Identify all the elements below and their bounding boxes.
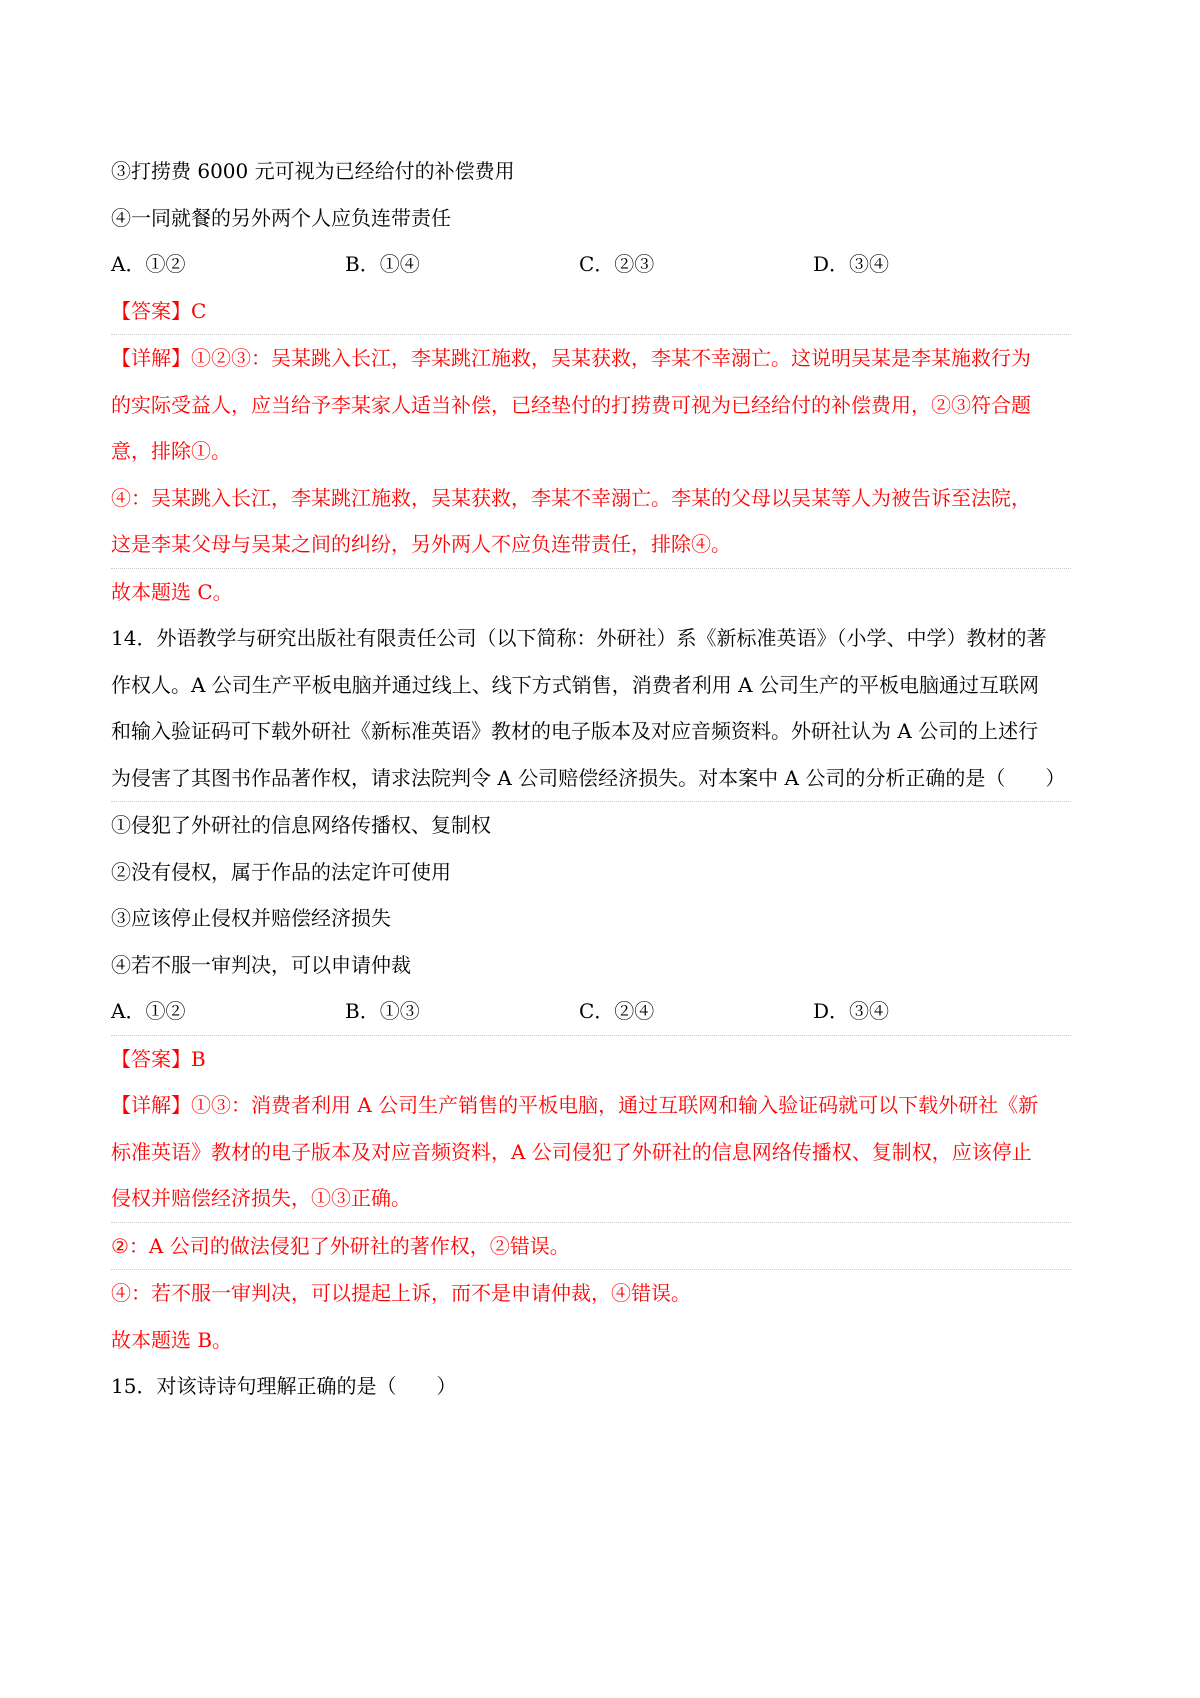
q13-explanation-line-3: 意，排除①。: [111, 439, 231, 463]
q13-choice-d: D．③④: [813, 252, 890, 276]
q13-choice-b: B．①④: [345, 252, 420, 276]
q14-explanation-line-4: ②：A 公司的做法侵犯了外研社的著作权，②错误。: [111, 1223, 1071, 1271]
q14-explanation-line-3: 侵权并赔偿经济损失，①③正确。: [111, 1175, 1071, 1223]
q14-stem-line-1: 14．外语教学与研究出版社有限责任公司（以下简称：外研社）系《新标准英语》（小学、中学）教材的著: [111, 626, 1047, 650]
q13-option-3: ③打捞费 6000 元可视为已经给付的补偿费用: [111, 159, 515, 183]
q14-choice-a: A．①②: [111, 999, 186, 1023]
q13-explanation-line-5: 这是李某父母与吴某之间的纠纷，另外两人不应负连带责任，排除④。: [111, 521, 1071, 569]
q14-option-3: ③应该停止侵权并赔偿经济损失: [111, 906, 391, 930]
q13-conclusion: 故本题选 C。: [111, 579, 233, 604]
q14-option-1: ①侵犯了外研社的信息网络传播权、复制权: [111, 813, 491, 837]
q14-stem-line-3: 和输入验证码可下载外研社《新标准英语》教材的电子版本及对应音频资料。外研社认为 A 公司的上述行: [111, 719, 1039, 743]
q14-stem-line-2: 作权人。A 公司生产平板电脑并通过线上、线下方式销售，消费者利用 A 公司生产的平板电脑通过互联网: [111, 672, 1039, 697]
q14-choices: [111, 988, 1071, 1036]
q14-answer: 【答案】B: [111, 1046, 206, 1071]
q14-option-2: ②没有侵权，属于作品的法定许可使用: [111, 859, 451, 884]
document-page: [111, 148, 1071, 1410]
q13-choice-a: A．①②: [111, 252, 186, 276]
q15-stem: 15．对该诗诗句理解正确的是（ ）: [111, 1374, 457, 1398]
q13-answer: 【答案】C: [111, 288, 1071, 336]
q14-choice-c: C．②④: [579, 999, 655, 1023]
q13-choice-c: C．②③: [579, 252, 655, 276]
q14-choice-b: B．①③: [345, 999, 420, 1023]
q14-explanation-line-1: 【详解】①③：消费者利用 A 公司生产销售的平板电脑，通过互联网和输入验证码就可以下载外研社《新: [111, 1093, 1039, 1117]
q14-conclusion: 故本题选 B。: [111, 1327, 233, 1352]
q14-choice-d: D．③④: [813, 999, 890, 1023]
q13-choices: [111, 241, 1071, 288]
q13-explanation-line-2: 的实际受益人，应当给予李某家人适当补偿，已经垫付的打捞费可视为已经给付的补偿费用，②③符合题: [111, 392, 1031, 417]
q14-explanation-line-5: ④：若不服一审判决，可以提起上诉，而不是申请仲裁，④错误。: [111, 1281, 691, 1305]
q14-explanation-line-2: 标准英语》教材的电子版本及对应音频资料，A 公司侵犯了外研社的信息网络传播权、复制权，应该停止: [111, 1139, 1032, 1164]
q14-stem-line-4: 为侵害了其图书作品著作权，请求法院判令 A 公司赔偿经济损失。对本案中 A 公司的分析正确的是（ ）: [111, 755, 1071, 803]
q14-option-4: ④若不服一审判决，可以申请仲裁: [111, 952, 411, 977]
q13-explanation-line-4: ④：吴某跳入长江，李某跳江施救，吴某获救，李某不幸溺亡。李某的父母以吴某等人为被告诉至法院，: [111, 485, 1031, 510]
q13-option-4: ④一同就餐的另外两个人应负连带责任: [111, 205, 451, 230]
q13-explanation-line-1: 【详解】①②③：吴某跳入长江，李某跳江施救，吴某获救，李某不幸溺亡。这说明吴某是李某施救行为: [111, 346, 1031, 370]
